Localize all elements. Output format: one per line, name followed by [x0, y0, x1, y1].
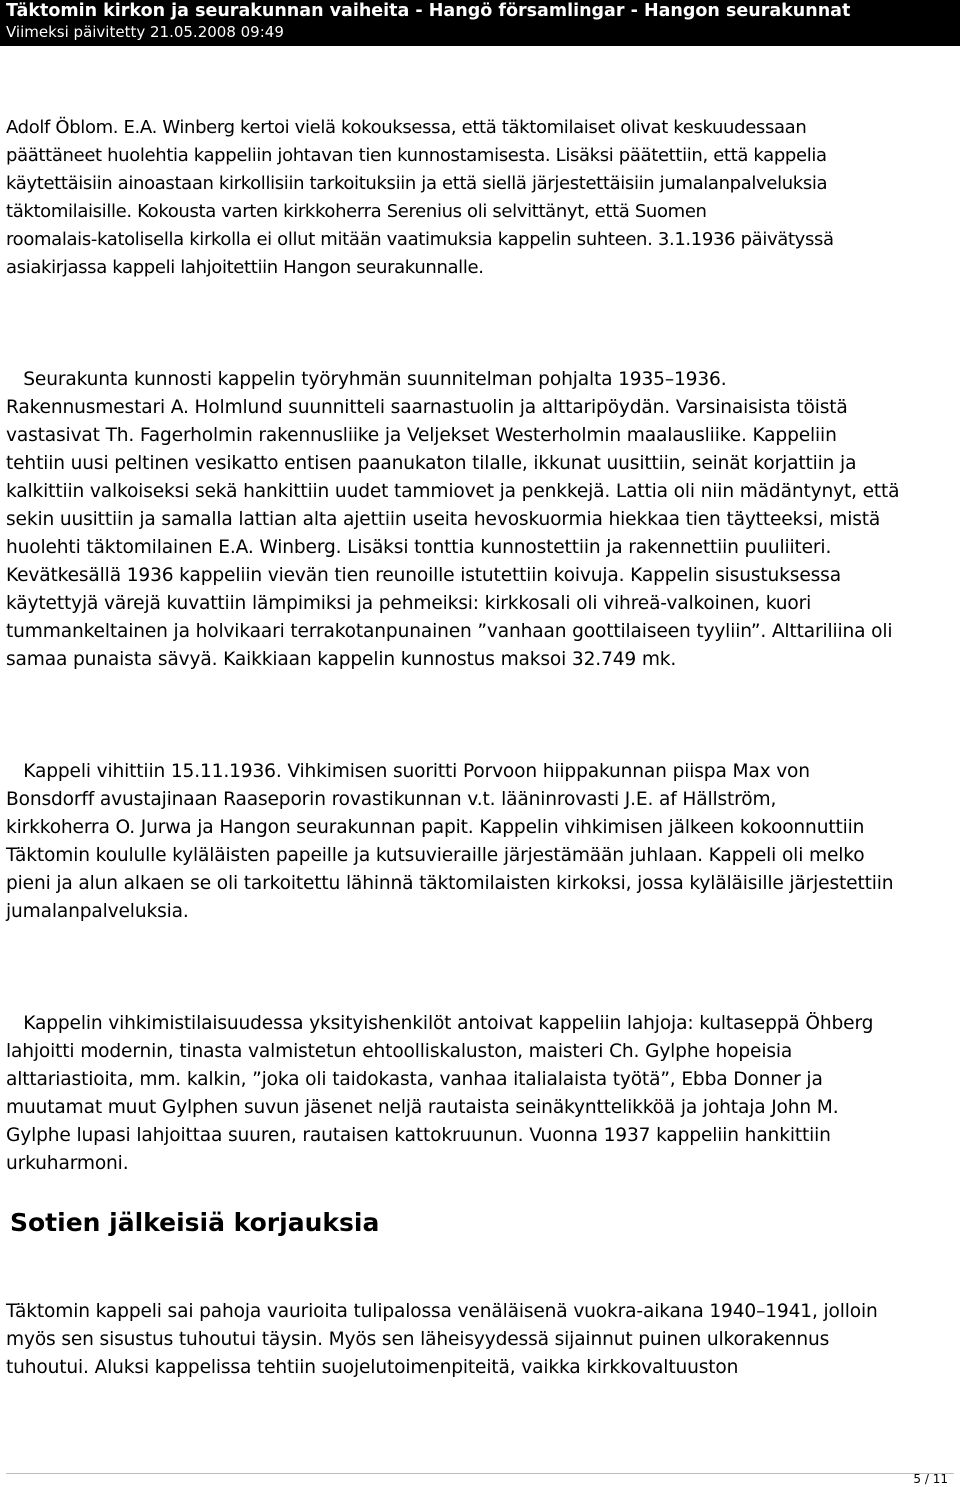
- text-line: käytettäisiin ainoastaan kirkollisiin tarkoituksiin ja että siellä järjestettäisiin jumalanpalveluksia: [6, 173, 828, 194]
- text-line: Kevätkesällä 1936 kappeliin vievän tien reunoille istutettiin koivuja. Kappelin sisustuksessa: [6, 565, 841, 586]
- text-line: myös sen sisustus tuhoutui täysin. Myös sen läheisyydessä sijainnut puinen ulkorakennus: [6, 1329, 830, 1350]
- text-line: lahjoitti modernin, tinasta valmistetun ehtoolliskaluston, maisteri Ch. Gylphe hopeisia: [6, 1041, 793, 1062]
- text-line: samaa punaista sävyä. Kaikkiaan kappelin kunnostus maksoi 32.749 mk.: [6, 649, 677, 670]
- text-line: käytettyjä värejä kuvattiin lämpimiksi ja pehmeiksi: kirkkosali oli vihreä-valkoinen, kuori: [6, 593, 812, 614]
- text-line: roomalais-katolisella kirkolla ei ollut mitään vaatimuksia kappelin suhteen. 3.1.1936 päivätyssä: [6, 229, 834, 250]
- paragraph-4: [6, 1010, 873, 1178]
- page-title: Täktomin kirkon ja seurakunnan vaiheita - Hangö församlingar - Hangon seurakunnat: [6, 1, 851, 21]
- text-line: sekin uusittiin ja samalla lattian alta ajettiin useita hevoskuormia hiekkaa tien täytteeksi, mistä: [6, 509, 881, 530]
- text-line: Kappelin vihkimistilaisuudessa yksityishenkilöt antoivat kappeliin lahjoja: kultaseppä Öhberg: [6, 1013, 874, 1034]
- paragraph-1: [6, 114, 834, 282]
- section-heading: Sotien jälkeisiä korjauksia: [10, 1208, 380, 1237]
- text-line: jumalanpalveluksia.: [6, 901, 189, 922]
- text-line: huolehti täktomilainen E.A. Winberg. Lisäksi tonttia kunnostettiin ja rakennettiin puuliiteri.: [6, 537, 832, 558]
- text-line: Täktomin koululle kyläläisten papeille ja kutsuvieraille järjestämään juhlaan. Kappeli oli melko: [6, 845, 865, 866]
- text-line: Täktomin kappeli sai pahoja vaurioita tulipalossa venäläisenä vuokra-aikana 1940–1941, jolloin: [6, 1301, 878, 1322]
- footer-divider: [6, 1473, 954, 1474]
- text-line: muutamat muut Gylphen suvun jäsenet neljä rautaista seinäkynttelikköä ja johtaja John M.: [6, 1097, 839, 1118]
- last-updated-text: Viimeksi päivitetty 21.05.2008 09:49: [6, 23, 284, 41]
- text-line: tummankeltainen ja holvikaari terrakotanpunainen ”vanhaan goottilaiseen tyyliin”. Alttariliina oli: [6, 621, 893, 642]
- text-line: alttariastioita, mm. kalkin, ”joka oli taidokasta, vanhaa italialaista työtä”, Ebba Donner ja: [6, 1069, 823, 1090]
- text-line: Kappeli vihittiin 15.11.1936. Vihkimisen suoritti Porvoon hiippakunnan piispa Max von: [6, 761, 810, 782]
- text-line: tehtiin uusi peltinen vesikatto entisen paanukaton tilalle, ikkunat uusittiin, seinät korjattiin ja: [6, 453, 857, 474]
- text-line: pieni ja alun alkaen se oli tarkoitettu lähinnä täktomilaisten kirkoksi, jossa kyläläisille järjestettiin: [6, 873, 894, 894]
- page-number: 5 / 11: [913, 1472, 948, 1486]
- paragraph-2: [6, 366, 899, 674]
- text-line: Seurakunta kunnosti kappelin työryhmän suunnitelman pohjalta 1935–1936.: [6, 369, 727, 390]
- text-line: Bonsdorff avustajinaan Raaseporin rovastikunnan v.t. lääninrovasti J.E. af Hällström,: [6, 789, 777, 810]
- text-line: vastasivat Th. Fagerholmin rakennusliike ja Veljekset Westerholmin maalausliike. Kappeliin: [6, 425, 837, 446]
- text-line: Rakennusmestari A. Holmlund suunnitteli saarnastuolin ja alttaripöydän. Varsinaisista töistä: [6, 397, 848, 418]
- text-line: täktomilaisille. Kokousta varten kirkkoherra Serenius oli selvittänyt, että Suomen: [6, 201, 707, 222]
- text-line: urkuharmoni.: [6, 1153, 129, 1174]
- text-line: tuhoutui. Aluksi kappelissa tehtiin suojelutoimenpiteitä, vaikka kirkkovaltuuston: [6, 1357, 739, 1378]
- text-line: Adolf Öblom. E.A. Winberg kertoi vielä kokouksessa, että täktomilaiset olivat keskuudessaan: [6, 117, 807, 138]
- section-paragraph: [6, 1298, 878, 1382]
- text-line: kalkittiin valkoiseksi sekä hankittiin uudet tammiovet ja penkkejä. Lattia oli niin mädäntynyt, että: [6, 481, 900, 502]
- text-line: kirkkoherra O. Jurwa ja Hangon seurakunnan papit. Kappelin vihkimisen jälkeen kokoonnuttiin: [6, 817, 865, 838]
- text-line: asiakirjassa kappeli lahjoitettiin Hangon seurakunnalle.: [6, 257, 484, 278]
- page-header: [0, 0, 960, 46]
- paragraph-3: [6, 758, 893, 926]
- text-line: Gylphe lupasi lahjoittaa suuren, rautaisen kattokruunun. Vuonna 1937 kappeliin hankittiin: [6, 1125, 831, 1146]
- text-line: päättäneet huolehtia kappeliin johtavan tien kunnostamisesta. Lisäksi päätettiin, että kappelia: [6, 145, 827, 166]
